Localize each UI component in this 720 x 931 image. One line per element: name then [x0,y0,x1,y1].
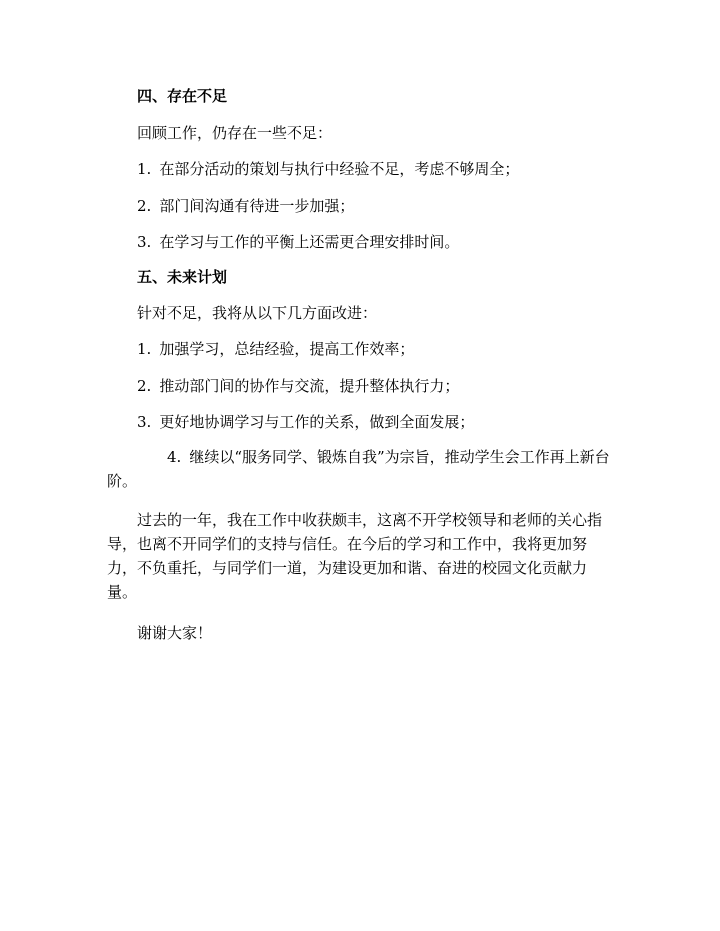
plan-list-item [137,410,474,434]
list-item-number: 3. [137,233,152,251]
list-item-number: 3. [137,413,152,431]
list-item-number: 4. [167,448,182,466]
problems-intro: 回顾工作，仍存在一些不足： [137,124,333,142]
problems-list-item [137,157,519,181]
list-item-text: 加强学习，总结经验，提高工作效率； [159,340,415,358]
list-item-number: 1. [137,340,152,358]
list-item-number: 2. [137,197,152,215]
list-item-number: 1. [137,160,152,178]
section-heading-problems: 四、存在不足 [137,87,228,105]
list-item-number: 2. [137,377,152,395]
plan-list-item [107,445,615,493]
section-heading-plan: 五、未来计划 [137,268,228,286]
list-item-text: 在学习与工作的平衡上还需更合理安排时间。 [159,233,460,251]
list-item-text: 在部分活动的策划与执行中经验不足，考虑不够周全； [159,160,520,178]
plan-list-item [137,337,414,361]
list-item-text: 部门间沟通有待进一步加强； [159,197,355,215]
list-item-text: 继续以“服务同学、锻炼自我”为宗旨，推动学生会工作再上新台阶。 [107,448,610,490]
plan-intro: 针对不足，我将从以下几方面改进： [137,304,378,322]
thanks-line: 谢谢大家！ [137,624,213,642]
problems-list-item [137,230,459,254]
closing-paragraph: 过去的一年，我在工作中收获颇丰，这离不开学校领导和老师的关心指导，也离不开同学们的支持与信任。在今后的学习和工作中，我将更加努力，不负重托，与同学们一道，为建设更加和谐、奋进的校园文化贡献力量。 [107,511,603,601]
list-item-text: 更好地协调学习与工作的关系，做到全面发展； [159,413,475,431]
list-item-text: 推动部门间的协作与交流，提升整体执行力； [159,377,460,395]
plan-list-item [137,374,459,398]
problems-list-item [137,194,354,218]
